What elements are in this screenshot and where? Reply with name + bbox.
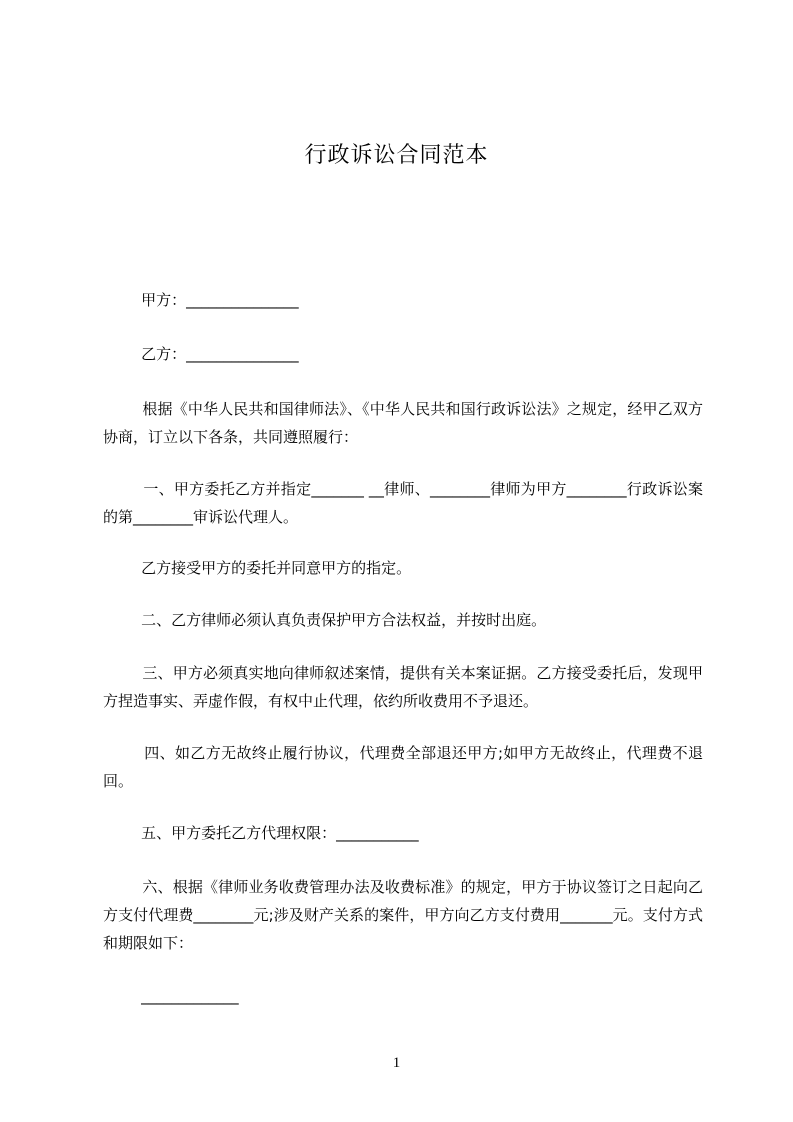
clause-5-paragraph: 五、甲方委托乙方代理权限：___________ xyxy=(103,824,419,842)
acceptance-paragraph: 乙方接受甲方的委托并同意甲方的指定。 xyxy=(103,559,412,577)
clause-4-paragraph: 四、如乙方无故终止履行协议，代理费全部退还甲方;如甲方无故终止，代理费不退回。 xyxy=(103,744,703,790)
clause-3-paragraph: 三、甲方必须真实地向律师叙述案情，提供有关本案证据。乙方接受委托后，发现甲方捏造事实、弄虚作假，有权中止代理，依约所收费用不予退还。 xyxy=(103,664,703,710)
clause-1-paragraph: 一、甲方委托乙方并指定_______ __律师、________律师为甲方________行政诉讼案的第________审诉讼代理人。 xyxy=(103,480,703,526)
page-number: 1 xyxy=(392,1055,401,1071)
party-b-line: 乙方：_______________ xyxy=(103,345,299,363)
document-title: 行政诉讼合同范本 xyxy=(304,143,489,168)
preamble-paragraph: 根据《中华人民共和国律师法》、《中华人民共和国行政诉讼法》之规定，经甲乙双方协商，订立以下各条，共同遵照履行： xyxy=(103,400,703,446)
payment-blank-line: _____________ xyxy=(103,987,239,1005)
clause-6-paragraph: 六、根据《律师业务收费管理办法及收费标准》的规定，甲方于协议签订之日起向乙方支付代理费________元;涉及财产关系的案件，甲方向乙方支付费用_______元。支付方式和期限如下： xyxy=(103,878,703,952)
clause-2-paragraph: 二、乙方律师必须认真负责保护甲方合法权益，并按时出庭。 xyxy=(103,611,547,629)
party-a-line: 甲方：_______________ xyxy=(103,291,299,309)
